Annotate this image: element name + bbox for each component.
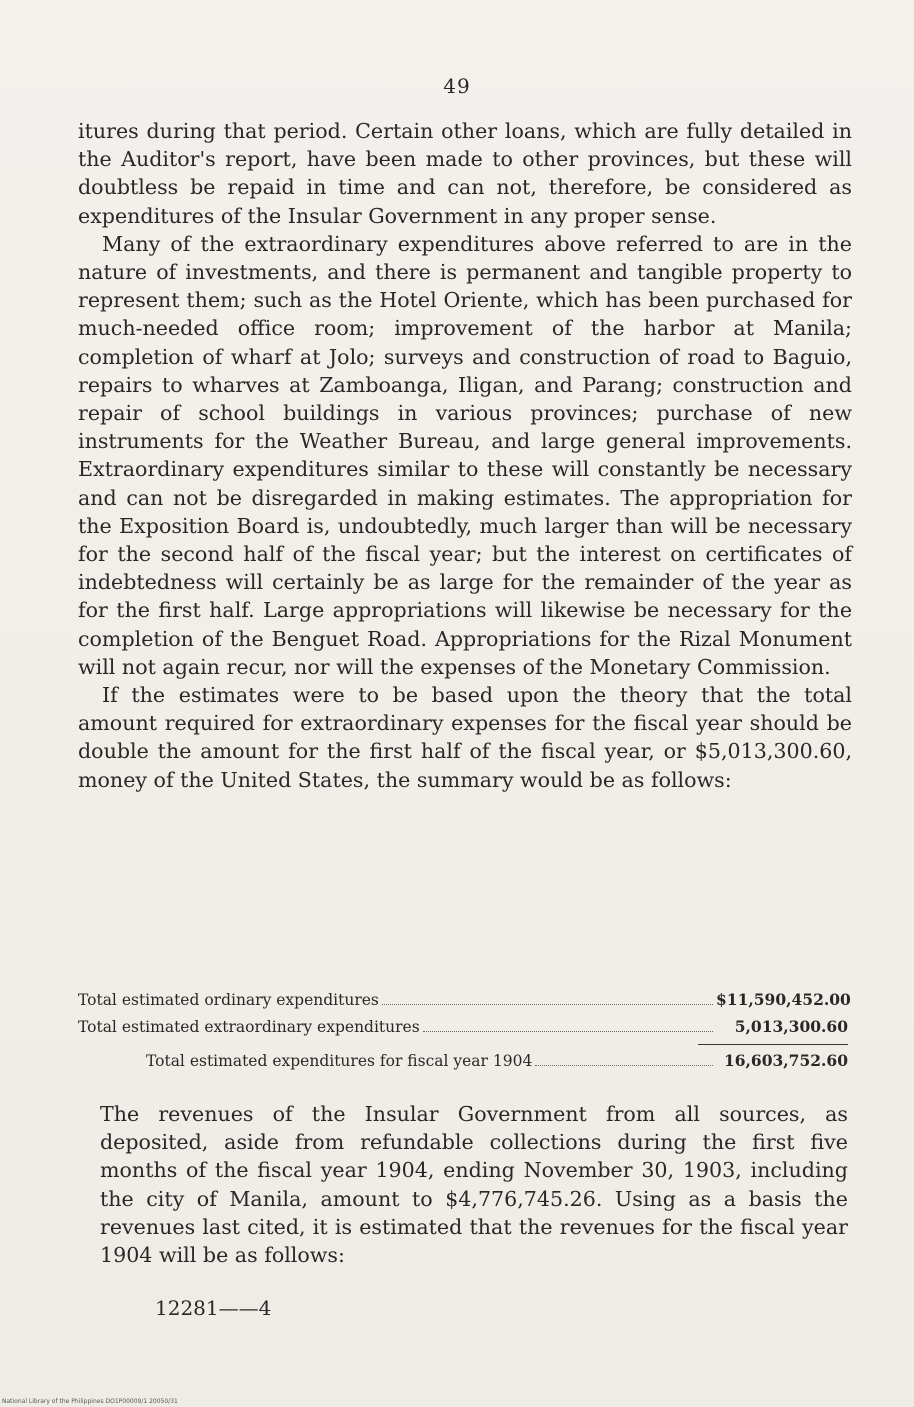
summary-row-ordinary xyxy=(78,990,851,1017)
leader-dots xyxy=(423,1031,713,1032)
summary-row-label: Total estimated extraordinary expenditures xyxy=(78,1018,420,1036)
leader-dots xyxy=(535,1065,713,1066)
body-text xyxy=(78,117,852,794)
expenditure-summary-table xyxy=(78,990,851,1078)
total-rule xyxy=(698,1044,848,1051)
summary-row-amount: 5,013,300.60 xyxy=(734,1017,848,1036)
paragraph-2: Many of the extraordinary expenditures above referred to are in the nature of investments, and there is permanent and tangible property to represent them; such as the Hotel Oriente, which has been purchased for much-needed office room; improvement of the harbor at Manila; completion of wharf at Jolo; surveys and construction of road to Baguio, repairs to wharves at Zamboanga, Iligan, and Parang; construction and repair of school buildings in various provinces; purchase of new instruments for the Weather Bureau, and large general improvements. Extraordinary expenditures similar to these will constantly be necessary and can not be disregarded in making estimates. The appropriation for the Exposition Board is, undoubtedly, much larger than will be necessary for the second half of the fiscal year; but the interest on certificates of indebtedness will certainly be as large for the remainder of the year as for the first half. Large appropriations will likewise be necessary for the completion of the Benguet Road. Appropriations for the Rizal Monument will not again recur, nor will the expenses of the Monetary Commission. xyxy=(78,231,852,679)
summary-total-amount: 16,603,752.60 xyxy=(723,1051,848,1070)
paragraph-1: itures during that period. Certain other loans, which are fully detailed in the Auditor's report, have been made to other provinces, but these will doubtless be repaid in time and can not, therefore, be considered as expenditures of the Insular Government in any proper sense. xyxy=(78,119,852,228)
printer-signature-mark: 12281——4 xyxy=(155,1296,272,1320)
summary-row-extraordinary xyxy=(78,1017,848,1044)
summary-total-label: Total estimated expenditures for fiscal year 1904 xyxy=(146,1052,533,1070)
summary-row-label: Total estimated ordinary expenditures xyxy=(78,991,379,1009)
paragraph-3: If the estimates were to be based upon the theory that the total amount required for extraordinary expenses for the fiscal year should be double the amount for the first half of the fiscal year, or $5,013,300.60, money of the United States, the summary would be as follows: xyxy=(78,683,852,792)
page-number: 49 xyxy=(443,74,471,98)
summary-row-total xyxy=(78,1051,848,1078)
closing-text xyxy=(100,1100,848,1269)
summary-row-amount: $11,590,452.00 xyxy=(716,990,851,1009)
scan-footer: National Library of the Philippines DO1P00009/1 20050/31 xyxy=(2,1398,178,1405)
paragraph-4: The revenues of the Insular Government from all sources, as deposited, aside from refundable collections during the first five months of the fiscal year 1904, ending November 30, 1903, including the city of Manila, amount to $4,776,745.26. Using as a basis the revenues last cited, it is estimated that the revenues for the fiscal year 1904 will be as follows: xyxy=(100,1102,848,1268)
leader-dots xyxy=(382,1004,713,1005)
